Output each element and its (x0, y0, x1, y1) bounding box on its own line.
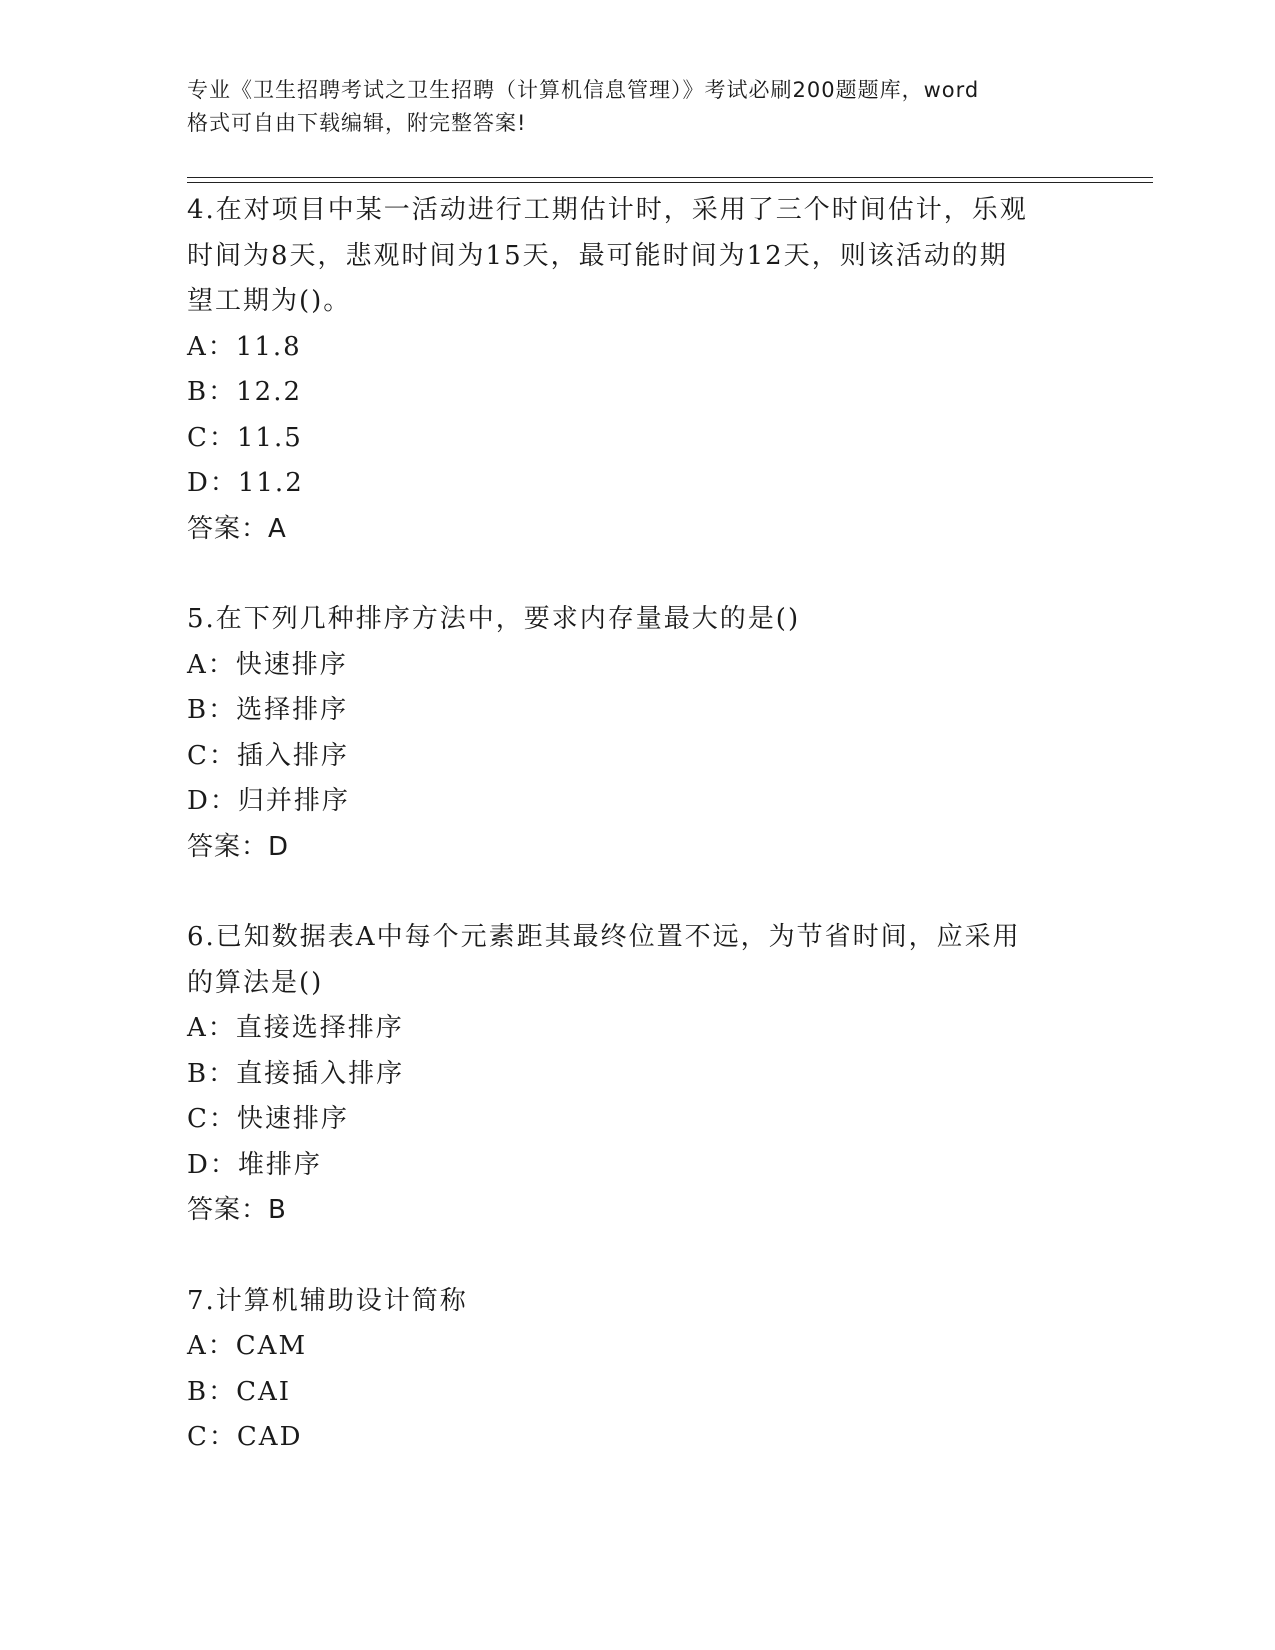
question-text-line: 6.已知数据表A中每个元素距其最终位置不远，为节省时间，应采用 (187, 922, 1021, 952)
option-d: D：归并排序 (187, 786, 350, 816)
option-a: A：直接选择排序 (187, 1013, 404, 1043)
question-text-line: 7.计算机辅助设计简称 (187, 1285, 468, 1316)
question-6 (187, 915, 1067, 1234)
question-text-line: 4.在对项目中某一活动进行工期估计时，采用了三个时间估计，乐观 (187, 195, 1028, 225)
option-d: D：11.2 (187, 468, 304, 498)
document-header (187, 74, 1087, 140)
option-b: B：直接插入排序 (187, 1058, 405, 1089)
header-line-1: 专业《卫生招聘考试之卫生招聘（计算机信息管理）》考试必刷200题题库，word (187, 78, 980, 102)
question-5 (187, 597, 1067, 870)
question-text-line: 望工期为()。 (187, 286, 352, 316)
option-b: B：CAI (187, 1376, 292, 1407)
option-d: D：堆排序 (187, 1149, 322, 1180)
option-a: A：11.8 (187, 331, 302, 362)
option-a: A：快速排序 (187, 649, 348, 680)
question-text-line: 的算法是() (187, 967, 324, 998)
question-text-line: 5.在下列几种排序方法中，要求内存量最大的是() (187, 604, 801, 634)
header-divider-top (187, 177, 1153, 178)
answer-label: 答案：A (187, 513, 287, 544)
option-c: C：插入排序 (187, 740, 349, 771)
question-list (187, 188, 1067, 1506)
option-c: C：11.5 (187, 422, 303, 453)
question-text-line: 时间为8天，悲观时间为15天，最可能时间为12天，则该活动的期 (187, 240, 1008, 271)
answer-label: 答案：D (187, 831, 290, 862)
option-c: C：快速排序 (187, 1104, 349, 1134)
option-a: A：CAM (187, 1331, 308, 1361)
question-4 (187, 188, 1067, 552)
option-c: C：CAD (187, 1422, 303, 1452)
answer-label: 答案：B (187, 1195, 287, 1225)
header-line-2: 格式可自由下载编辑，附完整答案! (187, 111, 527, 135)
option-b: B：12.2 (187, 377, 302, 407)
question-7 (187, 1279, 1067, 1461)
option-b: B：选择排序 (187, 695, 349, 725)
header-divider-bottom (187, 182, 1153, 183)
